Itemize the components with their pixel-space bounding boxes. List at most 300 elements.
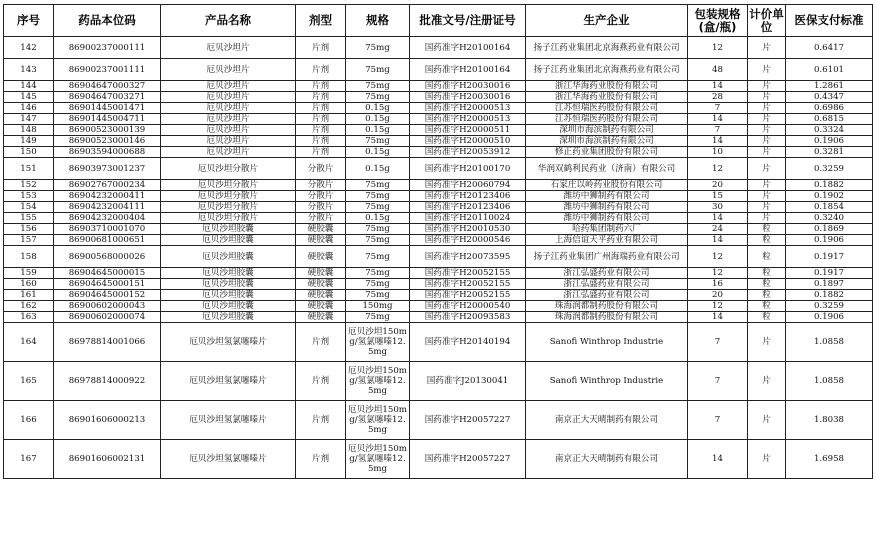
cell-unit: 片 — [748, 81, 786, 92]
cell-name: 厄贝沙坦片 — [161, 37, 296, 59]
cell-no: 148 — [4, 125, 54, 136]
cell-form: 片剂 — [296, 81, 346, 92]
cell-code: 86904647000327 — [54, 81, 161, 92]
header-row — [4, 5, 873, 37]
header-code: 药品本位码 — [54, 5, 161, 37]
cell-name: 厄贝沙坦分散片 — [161, 213, 296, 224]
table-row — [4, 268, 873, 279]
cell-form: 硬胶囊 — [296, 301, 346, 312]
cell-price: 0.1917 — [786, 268, 873, 279]
table-row — [4, 103, 873, 114]
cell-unit: 粒 — [748, 235, 786, 246]
cell-pack: 20 — [688, 290, 748, 301]
cell-form: 分散片 — [296, 158, 346, 180]
cell-form: 硬胶囊 — [296, 268, 346, 279]
cell-code: 86904645000015 — [54, 268, 161, 279]
cell-name: 厄贝沙坦片 — [161, 114, 296, 125]
cell-price: 0.1902 — [786, 191, 873, 202]
cell-no: 156 — [4, 224, 54, 235]
cell-code: 86900568000026 — [54, 246, 161, 268]
cell-name: 厄贝沙坦片 — [161, 103, 296, 114]
cell-approval: 国药准字H20030016 — [410, 92, 526, 103]
cell-price: 0.3240 — [786, 213, 873, 224]
cell-name: 厄贝沙坦氢氯噻嗪片 — [161, 323, 296, 362]
cell-code: 86904645000152 — [54, 290, 161, 301]
cell-spec: 75mg — [346, 290, 410, 301]
cell-code: 86901445001471 — [54, 103, 161, 114]
cell-form: 硬胶囊 — [296, 279, 346, 290]
cell-name: 厄贝沙坦片 — [161, 147, 296, 158]
cell-company: Sanofi Winthrop Industrie — [526, 323, 688, 362]
table-row — [4, 114, 873, 125]
table-row — [4, 213, 873, 224]
cell-name: 厄贝沙坦分散片 — [161, 202, 296, 213]
header-no: 序号 — [4, 5, 54, 37]
cell-no: 142 — [4, 37, 54, 59]
cell-code: 86904645000151 — [54, 279, 161, 290]
cell-spec: 75mg — [346, 136, 410, 147]
cell-spec: 0.15g — [346, 103, 410, 114]
cell-code: 86900523000139 — [54, 125, 161, 136]
cell-unit: 片 — [748, 323, 786, 362]
table-body — [4, 37, 873, 479]
cell-pack: 12 — [688, 301, 748, 312]
cell-company: 深圳市海滨制药有限公司 — [526, 136, 688, 147]
table-row — [4, 191, 873, 202]
cell-name: 厄贝沙坦片 — [161, 136, 296, 147]
cell-price: 0.1906 — [786, 235, 873, 246]
drug-payment-table — [3, 4, 873, 479]
cell-spec: 75mg — [346, 224, 410, 235]
cell-no: 167 — [4, 440, 54, 479]
cell-no: 161 — [4, 290, 54, 301]
cell-form: 硬胶囊 — [296, 290, 346, 301]
cell-pack: 10 — [688, 147, 748, 158]
cell-code: 86900237001111 — [54, 59, 161, 81]
cell-company: 潍坊中狮制药有限公司 — [526, 202, 688, 213]
cell-name: 厄贝沙坦胶囊 — [161, 224, 296, 235]
cell-form: 片剂 — [296, 440, 346, 479]
cell-company: 深圳市海滨制药有限公司 — [526, 125, 688, 136]
cell-form: 片剂 — [296, 114, 346, 125]
cell-price: 1.8038 — [786, 401, 873, 440]
table-row — [4, 401, 873, 440]
table-row — [4, 37, 873, 59]
cell-unit: 片 — [748, 362, 786, 401]
cell-form: 片剂 — [296, 136, 346, 147]
table-row — [4, 202, 873, 213]
cell-pack: 12 — [688, 158, 748, 180]
header-company: 生产企业 — [526, 5, 688, 37]
cell-approval: 国药准字H20123406 — [410, 202, 526, 213]
cell-pack: 14 — [688, 81, 748, 92]
cell-form: 片剂 — [296, 323, 346, 362]
cell-approval: 国药准字H20093583 — [410, 312, 526, 323]
cell-pack: 7 — [688, 125, 748, 136]
table-row — [4, 147, 873, 158]
cell-form: 分散片 — [296, 180, 346, 191]
cell-spec: 75mg — [346, 92, 410, 103]
cell-form: 片剂 — [296, 401, 346, 440]
cell-code: 86900602000074 — [54, 312, 161, 323]
cell-form: 片剂 — [296, 147, 346, 158]
cell-pack: 7 — [688, 362, 748, 401]
header-unit: 计价单位 — [748, 5, 786, 37]
cell-form: 片剂 — [296, 103, 346, 114]
cell-code: 86904232000404 — [54, 213, 161, 224]
cell-approval: 国药准字H20000546 — [410, 235, 526, 246]
cell-pack: 12 — [688, 37, 748, 59]
cell-form: 硬胶囊 — [296, 235, 346, 246]
cell-price: 0.1906 — [786, 136, 873, 147]
cell-company: 南京正大天晴制药有限公司 — [526, 401, 688, 440]
cell-price: 0.1917 — [786, 246, 873, 268]
cell-name: 厄贝沙坦分散片 — [161, 191, 296, 202]
cell-name: 厄贝沙坦片 — [161, 81, 296, 92]
cell-pack: 14 — [688, 235, 748, 246]
cell-no: 144 — [4, 81, 54, 92]
cell-code: 86900602000043 — [54, 301, 161, 312]
cell-pack: 24 — [688, 224, 748, 235]
cell-approval: 国药准字H20030016 — [410, 81, 526, 92]
cell-price: 1.0858 — [786, 323, 873, 362]
cell-code: 86904647003271 — [54, 92, 161, 103]
cell-price: 0.1882 — [786, 180, 873, 191]
cell-price: 0.1869 — [786, 224, 873, 235]
cell-no: 155 — [4, 213, 54, 224]
cell-approval: 国药准字H20053912 — [410, 147, 526, 158]
cell-spec: 厄贝沙坦150mg/氢氯噻嗪12.5mg — [346, 323, 410, 362]
cell-name: 厄贝沙坦胶囊 — [161, 268, 296, 279]
cell-code: 86903594000688 — [54, 147, 161, 158]
cell-price: 0.3324 — [786, 125, 873, 136]
cell-price: 0.1854 — [786, 202, 873, 213]
table-row — [4, 59, 873, 81]
cell-code: 86901445004711 — [54, 114, 161, 125]
cell-code: 86900237000111 — [54, 37, 161, 59]
header-pack: 包装规格(盒/瓶) — [688, 5, 748, 37]
cell-approval: 国药准字H20000540 — [410, 301, 526, 312]
cell-price: 0.1906 — [786, 312, 873, 323]
table-row — [4, 440, 873, 479]
cell-spec: 75mg — [346, 235, 410, 246]
cell-code: 86904232004111 — [54, 202, 161, 213]
cell-no: 150 — [4, 147, 54, 158]
cell-company: 修正药业集团股份有限公司 — [526, 147, 688, 158]
cell-spec: 75mg — [346, 246, 410, 268]
cell-pack: 12 — [688, 268, 748, 279]
cell-name: 厄贝沙坦片 — [161, 59, 296, 81]
table-row — [4, 301, 873, 312]
cell-code: 86903710001070 — [54, 224, 161, 235]
cell-spec: 75mg — [346, 81, 410, 92]
cell-unit: 粒 — [748, 246, 786, 268]
cell-pack: 20 — [688, 180, 748, 191]
cell-price: 0.3259 — [786, 301, 873, 312]
cell-company: 潍坊中狮制药有限公司 — [526, 213, 688, 224]
cell-name: 厄贝沙坦分散片 — [161, 180, 296, 191]
cell-no: 145 — [4, 92, 54, 103]
cell-company: 浙江弘盛药业有限公司 — [526, 279, 688, 290]
cell-company: 南京正大天晴制药有限公司 — [526, 440, 688, 479]
table-row — [4, 235, 873, 246]
cell-form: 片剂 — [296, 362, 346, 401]
cell-price: 0.6417 — [786, 37, 873, 59]
cell-spec: 75mg — [346, 279, 410, 290]
cell-unit: 片 — [748, 202, 786, 213]
cell-company: 华润双鹤利民药业（济南）有限公司 — [526, 158, 688, 180]
cell-company: 扬子江药业集团北京海燕药业有限公司 — [526, 37, 688, 59]
cell-company: 潍坊中狮制药有限公司 — [526, 191, 688, 202]
cell-name: 厄贝沙坦胶囊 — [161, 279, 296, 290]
cell-unit: 片 — [748, 213, 786, 224]
cell-pack: 28 — [688, 92, 748, 103]
cell-approval: 国药准字H20000513 — [410, 114, 526, 125]
cell-approval: 国药准字H20010530 — [410, 224, 526, 235]
cell-name: 厄贝沙坦胶囊 — [161, 290, 296, 301]
cell-name: 厄贝沙坦胶囊 — [161, 246, 296, 268]
cell-pack: 14 — [688, 440, 748, 479]
cell-approval: 国药准字H20052155 — [410, 268, 526, 279]
cell-spec: 0.15g — [346, 147, 410, 158]
cell-pack: 12 — [688, 246, 748, 268]
cell-price: 1.6958 — [786, 440, 873, 479]
cell-no: 152 — [4, 180, 54, 191]
cell-pack: 14 — [688, 136, 748, 147]
cell-code: 86903973001237 — [54, 158, 161, 180]
cell-spec: 75mg — [346, 202, 410, 213]
cell-no: 163 — [4, 312, 54, 323]
table-row — [4, 246, 873, 268]
cell-code: 86900523000146 — [54, 136, 161, 147]
cell-no: 154 — [4, 202, 54, 213]
header-price: 医保支付标准 — [786, 5, 873, 37]
cell-pack: 14 — [688, 312, 748, 323]
cell-approval: 国药准字H20052155 — [410, 279, 526, 290]
cell-unit: 片 — [748, 147, 786, 158]
cell-spec: 75mg — [346, 312, 410, 323]
cell-form: 硬胶囊 — [296, 246, 346, 268]
cell-unit: 粒 — [748, 268, 786, 279]
cell-company: 珠海润都制药股份有限公司 — [526, 301, 688, 312]
cell-unit: 片 — [748, 37, 786, 59]
cell-name: 厄贝沙坦胶囊 — [161, 235, 296, 246]
cell-no: 146 — [4, 103, 54, 114]
cell-pack: 48 — [688, 59, 748, 81]
table-row — [4, 125, 873, 136]
cell-unit: 片 — [748, 180, 786, 191]
cell-price: 0.6815 — [786, 114, 873, 125]
cell-unit: 片 — [748, 136, 786, 147]
header-form: 剂型 — [296, 5, 346, 37]
cell-unit: 粒 — [748, 290, 786, 301]
cell-code: 86902767000234 — [54, 180, 161, 191]
header-name: 产品名称 — [161, 5, 296, 37]
cell-code: 86904232000411 — [54, 191, 161, 202]
cell-price: 1.0858 — [786, 362, 873, 401]
cell-price: 0.3281 — [786, 147, 873, 158]
cell-code: 86978814000922 — [54, 362, 161, 401]
cell-spec: 75mg — [346, 191, 410, 202]
cell-approval: 国药准字H20052155 — [410, 290, 526, 301]
cell-price: 0.4347 — [786, 92, 873, 103]
table-row — [4, 290, 873, 301]
cell-form: 硬胶囊 — [296, 312, 346, 323]
cell-company: Sanofi Winthrop Industrie — [526, 362, 688, 401]
cell-approval: 国药准字H20057227 — [410, 401, 526, 440]
cell-unit: 片 — [748, 114, 786, 125]
cell-name: 厄贝沙坦片 — [161, 92, 296, 103]
cell-pack: 16 — [688, 279, 748, 290]
cell-unit: 片 — [748, 158, 786, 180]
cell-unit: 片 — [748, 103, 786, 114]
cell-no: 164 — [4, 323, 54, 362]
cell-name: 厄贝沙坦分散片 — [161, 158, 296, 180]
cell-no: 149 — [4, 136, 54, 147]
cell-code: 86900681000651 — [54, 235, 161, 246]
cell-spec: 0.15g — [346, 125, 410, 136]
cell-spec: 150mg — [346, 301, 410, 312]
table-row — [4, 136, 873, 147]
cell-company: 浙江弘盛药业有限公司 — [526, 268, 688, 279]
cell-company: 江苏恒瑞医药股份有限公司 — [526, 103, 688, 114]
cell-company: 石家庄以岭药业股份有限公司 — [526, 180, 688, 191]
cell-approval: 国药准字H20060794 — [410, 180, 526, 191]
cell-unit: 片 — [748, 440, 786, 479]
cell-unit: 粒 — [748, 301, 786, 312]
cell-no: 165 — [4, 362, 54, 401]
cell-spec: 0.15g — [346, 158, 410, 180]
cell-spec: 0.15g — [346, 114, 410, 125]
cell-no: 159 — [4, 268, 54, 279]
cell-spec: 75mg — [346, 37, 410, 59]
cell-unit: 片 — [748, 401, 786, 440]
cell-price: 1.2861 — [786, 81, 873, 92]
document-page — [3, 4, 873, 479]
cell-pack: 14 — [688, 114, 748, 125]
cell-form: 分散片 — [296, 202, 346, 213]
table-row — [4, 81, 873, 92]
cell-no: 158 — [4, 246, 54, 268]
header-spec: 规格 — [346, 5, 410, 37]
cell-pack: 15 — [688, 191, 748, 202]
cell-unit: 片 — [748, 125, 786, 136]
cell-pack: 7 — [688, 401, 748, 440]
cell-unit: 片 — [748, 191, 786, 202]
cell-no: 151 — [4, 158, 54, 180]
cell-approval: 国药准字J20130041 — [410, 362, 526, 401]
table-row — [4, 323, 873, 362]
cell-approval: 国药准字H20110024 — [410, 213, 526, 224]
cell-approval: 国药准字H20123406 — [410, 191, 526, 202]
table-row — [4, 92, 873, 103]
cell-pack: 30 — [688, 202, 748, 213]
cell-approval: 国药准字H20000513 — [410, 103, 526, 114]
cell-spec: 75mg — [346, 268, 410, 279]
cell-form: 片剂 — [296, 92, 346, 103]
cell-form: 片剂 — [296, 37, 346, 59]
cell-pack: 7 — [688, 103, 748, 114]
cell-price: 0.1882 — [786, 290, 873, 301]
cell-no: 157 — [4, 235, 54, 246]
cell-price: 0.3259 — [786, 158, 873, 180]
cell-no: 160 — [4, 279, 54, 290]
cell-name: 厄贝沙坦胶囊 — [161, 312, 296, 323]
cell-approval: 国药准字H20000510 — [410, 136, 526, 147]
cell-company: 浙江弘盛药业有限公司 — [526, 290, 688, 301]
cell-approval: 国药准字H20140194 — [410, 323, 526, 362]
cell-no: 162 — [4, 301, 54, 312]
cell-company: 江苏恒瑞医药股份有限公司 — [526, 114, 688, 125]
cell-company: 浙江华海药业股份有限公司 — [526, 92, 688, 103]
cell-form: 硬胶囊 — [296, 224, 346, 235]
cell-company: 扬子江药业集团广州海瑞药业有限公司 — [526, 246, 688, 268]
cell-spec: 厄贝沙坦150mg/氢氯噻嗪12.5mg — [346, 440, 410, 479]
cell-form: 片剂 — [296, 125, 346, 136]
cell-form: 分散片 — [296, 213, 346, 224]
cell-approval: 国药准字H20100170 — [410, 158, 526, 180]
cell-code: 86978814001066 — [54, 323, 161, 362]
cell-no: 166 — [4, 401, 54, 440]
cell-unit: 片 — [748, 59, 786, 81]
cell-name: 厄贝沙坦氢氯噻嗪片 — [161, 362, 296, 401]
cell-no: 143 — [4, 59, 54, 81]
cell-unit: 粒 — [748, 312, 786, 323]
cell-approval: 国药准字H20000511 — [410, 125, 526, 136]
cell-company: 哈药集团制药六厂 — [526, 224, 688, 235]
cell-pack: 14 — [688, 213, 748, 224]
cell-spec: 75mg — [346, 180, 410, 191]
cell-approval: 国药准字H20100164 — [410, 37, 526, 59]
cell-approval: 国药准字H20100164 — [410, 59, 526, 81]
cell-spec: 厄贝沙坦150mg/氢氯噻嗪12.5mg — [346, 401, 410, 440]
cell-name: 厄贝沙坦氢氯噻嗪片 — [161, 401, 296, 440]
cell-company: 上海信谊天平药业有限公司 — [526, 235, 688, 246]
cell-name: 厄贝沙坦胶囊 — [161, 301, 296, 312]
cell-name: 厄贝沙坦氢氯噻嗪片 — [161, 440, 296, 479]
cell-company: 珠海润都制药股份有限公司 — [526, 312, 688, 323]
cell-unit: 粒 — [748, 224, 786, 235]
cell-spec: 厄贝沙坦150mg/氢氯噻嗪12.5mg — [346, 362, 410, 401]
cell-company: 浙江华海药业股份有限公司 — [526, 81, 688, 92]
cell-code: 86901606000213 — [54, 401, 161, 440]
cell-spec: 0.15g — [346, 213, 410, 224]
cell-price: 0.6101 — [786, 59, 873, 81]
cell-name: 厄贝沙坦片 — [161, 125, 296, 136]
cell-price: 0.1897 — [786, 279, 873, 290]
cell-no: 147 — [4, 114, 54, 125]
table-row — [4, 158, 873, 180]
header-approval: 批准文号/注册证号 — [410, 5, 526, 37]
cell-pack: 7 — [688, 323, 748, 362]
cell-unit: 片 — [748, 92, 786, 103]
cell-unit: 粒 — [748, 279, 786, 290]
cell-form: 分散片 — [296, 191, 346, 202]
cell-no: 153 — [4, 191, 54, 202]
table-row — [4, 180, 873, 191]
table-row — [4, 279, 873, 290]
cell-spec: 75mg — [346, 59, 410, 81]
table-row — [4, 362, 873, 401]
table-row — [4, 312, 873, 323]
cell-company: 扬子江药业集团北京海燕药业有限公司 — [526, 59, 688, 81]
cell-approval: 国药准字H20073595 — [410, 246, 526, 268]
cell-approval: 国药准字H20057227 — [410, 440, 526, 479]
cell-code: 86901606002131 — [54, 440, 161, 479]
cell-price: 0.6986 — [786, 103, 873, 114]
table-row — [4, 224, 873, 235]
cell-form: 片剂 — [296, 59, 346, 81]
